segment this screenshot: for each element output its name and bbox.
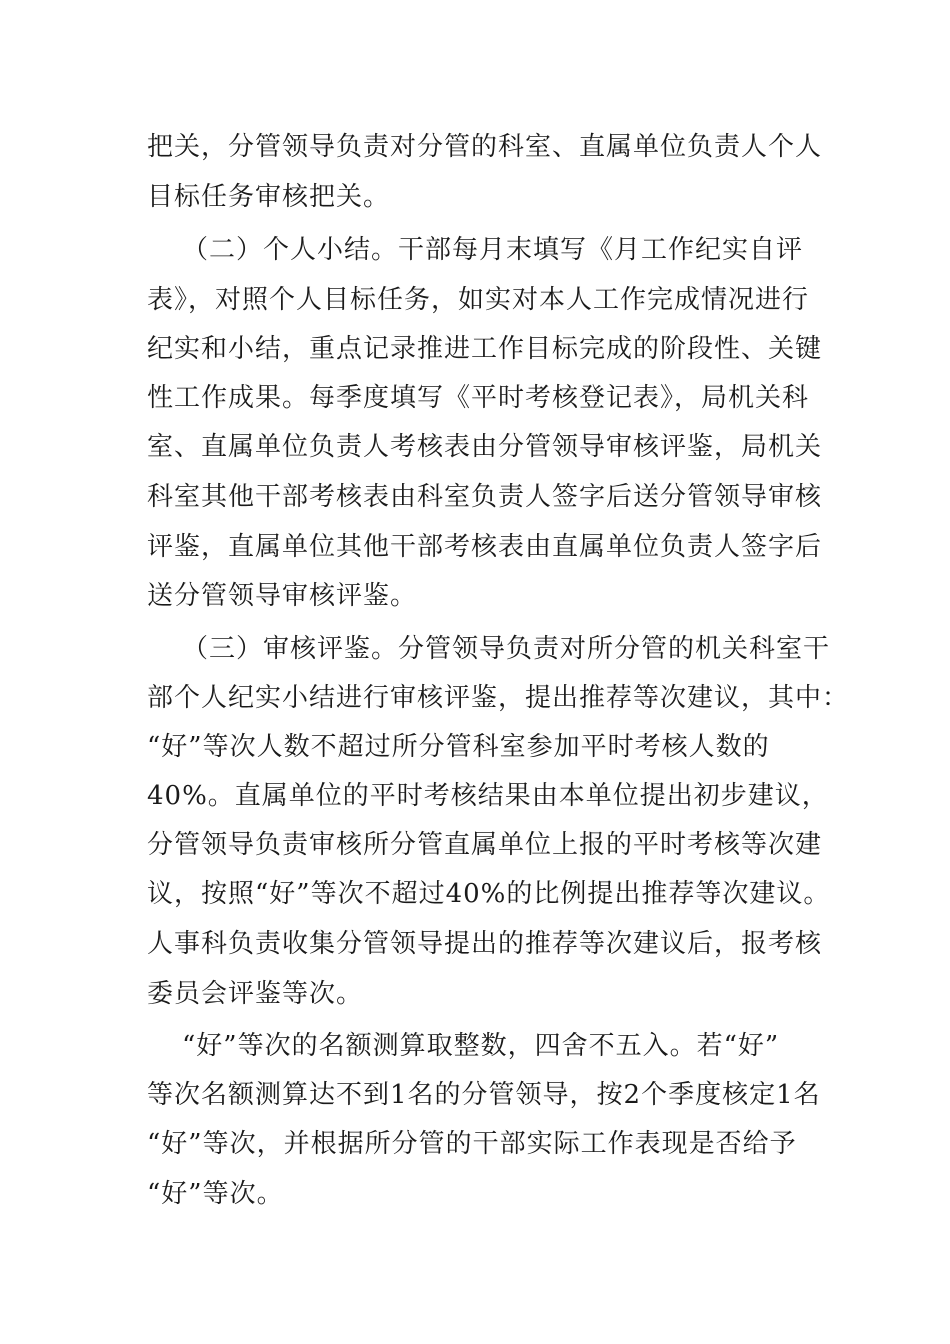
text-line: 分管领导负责审核所分管直属单位上报的平时考核等次建 bbox=[147, 830, 823, 860]
text-line: （三）审核评鉴。分管领导负责对所分管的机关科室干 bbox=[182, 634, 831, 664]
text-line: 部个人纪实小结进行审核评鉴，提出推荐等次建议，其中： bbox=[147, 683, 850, 713]
text-line: 议，按照“好”等次不超过40%的比例提出推荐等次建议。 bbox=[147, 879, 831, 909]
text-line: 把关，分管领导负责对分管的科室、直属单位负责人个人 bbox=[147, 132, 823, 162]
text-line: 送分管领导审核评鉴。 bbox=[147, 581, 418, 611]
text-line: 科室其他干部考核表由科室负责人签字后送分管领导审核 bbox=[147, 482, 823, 512]
text-line: 表》，对照个人目标任务，如实对本人工作完成情况进行 bbox=[147, 285, 810, 315]
text-line: 室、直属单位负责人考核表由分管领导审核评鉴，局机关 bbox=[147, 432, 823, 462]
text-line: “好”等次。 bbox=[147, 1179, 284, 1209]
text-line: 纪实和小结，重点记录推进工作目标完成的阶段性、关键 bbox=[147, 334, 823, 364]
text-line: 评鉴，直属单位其他干部考核表由直属单位负责人签字后 bbox=[147, 532, 823, 562]
text-line: “好”等次人数不超过所分管科室参加平时考核人数的 bbox=[147, 732, 770, 762]
text-line: 性工作成果。每季度填写《平时考核登记表》，局机关科 bbox=[147, 383, 810, 413]
text-line: 人事科负责收集分管领导提出的推荐等次建议后，报考核 bbox=[147, 929, 823, 959]
text-line: “好”等次，并根据所分管的干部实际工作表现是否给予 bbox=[147, 1129, 797, 1159]
text-line: “好”等次的名额测算取整数，四舍不五入。若“好” bbox=[182, 1031, 780, 1061]
text-line: 委员会评鉴等次。 bbox=[147, 979, 364, 1009]
text-line: 目标任务审核把关。 bbox=[147, 182, 391, 212]
text-line: （二）个人小结。干部每月末填写《月工作纪实自评 bbox=[182, 235, 804, 265]
text-line: 等次名额测算达不到1名的分管领导，按2个季度核定1名 bbox=[147, 1080, 821, 1110]
text-line: 40%。直属单位的平时考核结果由本单位提出初步建议， bbox=[147, 781, 829, 811]
